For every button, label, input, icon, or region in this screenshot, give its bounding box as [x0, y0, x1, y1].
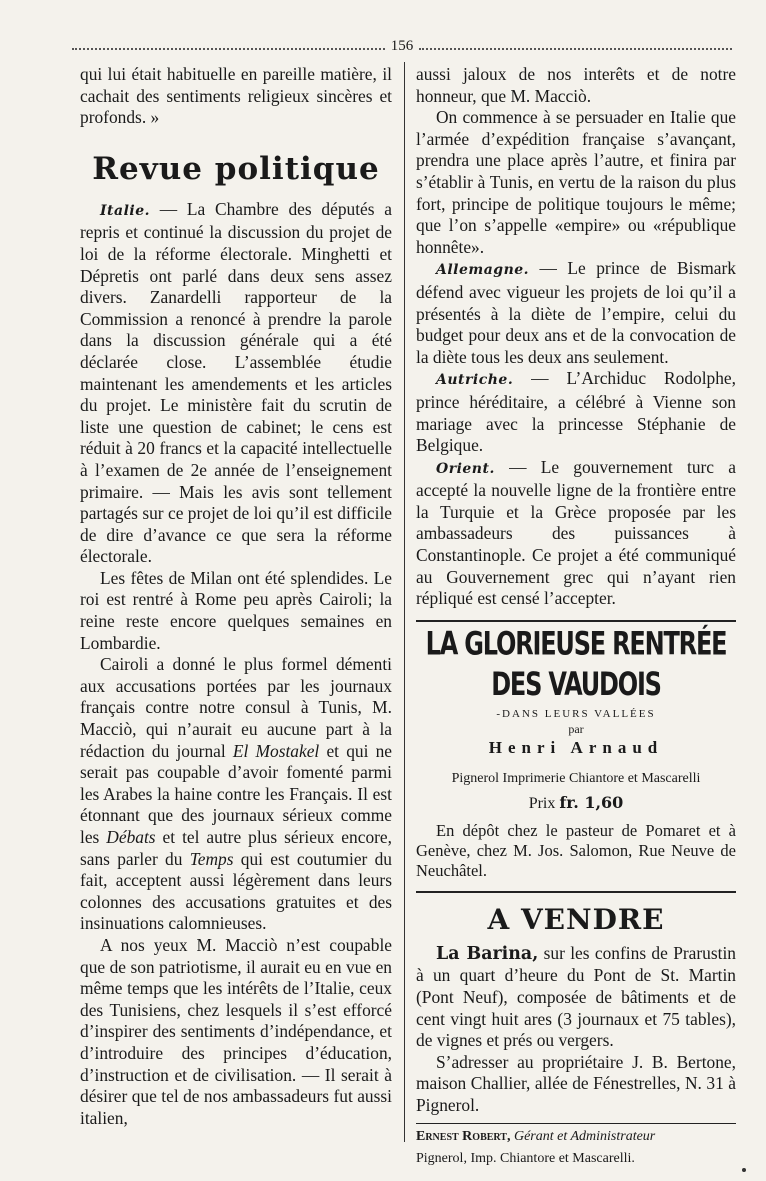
autriche-lead: Autriche. [436, 372, 514, 389]
ad-author: Henri Arnaud [488, 737, 664, 757]
left-column [80, 64, 392, 1129]
autriche-text: — L’Archiduc Rodolphe, prince héréditaire, a célébré à Vienne son mariage avec la princesse Stéphanie de Belgique. [416, 368, 736, 456]
cairoli-text-4: qui est coutumier du fait, acceptent aussi légèrement dans leurs colonnes des accusations gratuites et des insinuations calomnieuses. [80, 848, 393, 934]
ad-subtitle: -DANS LEURS VALLÉES [496, 707, 656, 720]
nos-yeux-paragraph: A nos yeux M. Macciò n’est coupable que de son patriotisme, il aurait eu en vue en même temps que les intérêts de l’Italie, ceux des Tunisiens, chez lesquels il s’est efforcé d’inspirer des sentiments d’indépendance, et d’introduire des principes d’éducation, d’instruction et de civilisation. — Il serait à désirer que tel de nos ambassadeurs fut aussi italien, [80, 934, 392, 1128]
ad-depot: En dépôt chez le pasteur de Pomaret et à Genève, chez M. Jos. Salomon, Rue Neuve de Neuchâtel. [416, 820, 736, 880]
page-header [72, 36, 732, 56]
ad-price [416, 790, 736, 817]
sale-contact: S’adresser au propriétaire J. B. Bertone, maison Challier, allée de Fénestrelles, N. 31 à Pignerol. [416, 1051, 736, 1115]
header-rule-left [72, 42, 385, 50]
debats-name: Débats [106, 827, 156, 847]
italie-lead: Italie. [100, 202, 151, 219]
footer-editor [416, 1126, 736, 1148]
intro-paragraph: qui lui était habituelle en pareille matière, il cachait des sentiments religieux sincères et profonds. » [80, 64, 392, 128]
price-value: fr. 1,60 [559, 792, 624, 812]
fetes-paragraph: Les fêtes de Milan ont été splendides. Le roi est rentré à Rome peu après Cairoli; la reine reste encore quelques semaines en Lombardie. [80, 567, 392, 653]
orient-text: — Le gouvernement turc a accepté la nouvelle ligne de la frontière entre la Turquie et la Grèce proposée par les ambassadeurs des puissances à Constantinople. Ce projet a été communiqué au Gouvernement grec qui n’ayant rien répliqué est censé l’accepter. [416, 456, 736, 609]
section-title: Revue politique [92, 150, 380, 187]
editor-role: Gérant et Administrateur [510, 1128, 656, 1144]
sale-paragraph [416, 943, 736, 1052]
footer-imprint: Pignerol, Imp. Chiantore et Mascarelli. [416, 1150, 635, 1166]
price-label: Prix [528, 794, 560, 812]
ad-par: par [568, 721, 584, 736]
cairoli-text-1: Cairoli a donné le plus formel démenti aux accusations portées par les journaux français contre notre consul à Tunis, M. Macciò, qui n’aurait eu aucune part à la rédaction du journal [80, 654, 392, 761]
ink-dot [742, 1168, 746, 1172]
column-divider [404, 62, 405, 1142]
journal-name: El Mostakel [232, 740, 320, 761]
right-column [416, 64, 736, 1170]
ad-book-title: LA GLORIEUSE RENTRÉE DES VAUDOIS [425, 624, 727, 703]
cairoli-text-2: et qui ne serait pas coupable d’avoir fomenté parmi les Arabes la haine contre les Français. Il est étonnant que des journaux sérieux comme les [80, 740, 393, 847]
sale-lead: La Barina, [436, 943, 539, 964]
header-rule-right [419, 42, 732, 50]
commence-paragraph: On commence à se persuader en Italie que l’armée d’expédition française s’avançant, prendra une place après l’autre, et finira par s’établir à Tunis, en vertu de la raison du plus fort, principe de politique toujours le même; que l’on s’appelle «empire» ou «république honnête». [416, 107, 736, 257]
continuation-paragraph: aussi jaloux de nos interêts et de notre honneur, que M. Macciò. [416, 64, 736, 106]
sale-title: A VENDRE [487, 902, 665, 936]
orient-paragraph [416, 457, 736, 610]
ad-divider-bottom [416, 891, 736, 893]
autriche-paragraph [416, 368, 736, 456]
allemagne-lead: Allemagne. [436, 262, 530, 279]
sale-text: sur les confins de Prarustin à un quart d’heure du Pont de St. Martin (Pont Neuf), composée de bâtiments et de cent vingt huit ares (3 journaux et 75 tables), de vignes et prés ou vergers. [416, 942, 736, 1051]
footer-divider [416, 1123, 736, 1124]
editor-name: Ernest Robert, [416, 1128, 511, 1144]
orient-lead: Orient. [436, 460, 495, 477]
ad-divider-top [416, 620, 736, 622]
italie-paragraph [80, 199, 392, 568]
cairoli-paragraph [80, 654, 392, 935]
allemagne-paragraph [416, 258, 736, 368]
cairoli-text-3: et tel autre plus sérieux encore, sans parler du [80, 827, 392, 869]
temps-name: Temps [189, 848, 234, 869]
italie-text: — La Chambre des députés a repris et continué la discussion du projet de loi de la réforme électorale. Minghetti et Dépretis ont parlé dans deux sens assez divers. Zanardelli rapporteur de la Commission a renoncé à prendre la parole dans la discussion générale qui a été déclarée close. L’assemblée étudie maintenant les amendements et les articles du projet. Le ministère fait du scrutin de liste une question de cabinet; le cens est réduit à 20 francs et la capacité intellectuelle à l’examen de 2e année de l’enseignement primaire. — Mais les avis sont tellement partagés sur ce projet de loi qu’il est difficile de dire d’avance ce que sera la réforme électorale. [80, 198, 392, 567]
ad-printer: Pignerol Imprimerie Chiantore et Mascarelli [451, 770, 701, 786]
page-number: 156 [390, 38, 414, 54]
allemagne-text: — Le prince de Bismark défend avec vigueur les projets de loi qu’il a présentés à la diète de l’empire, celui du budget pour deux ans et de la convocation de la diète tous les deux ans seulement. [416, 258, 736, 367]
